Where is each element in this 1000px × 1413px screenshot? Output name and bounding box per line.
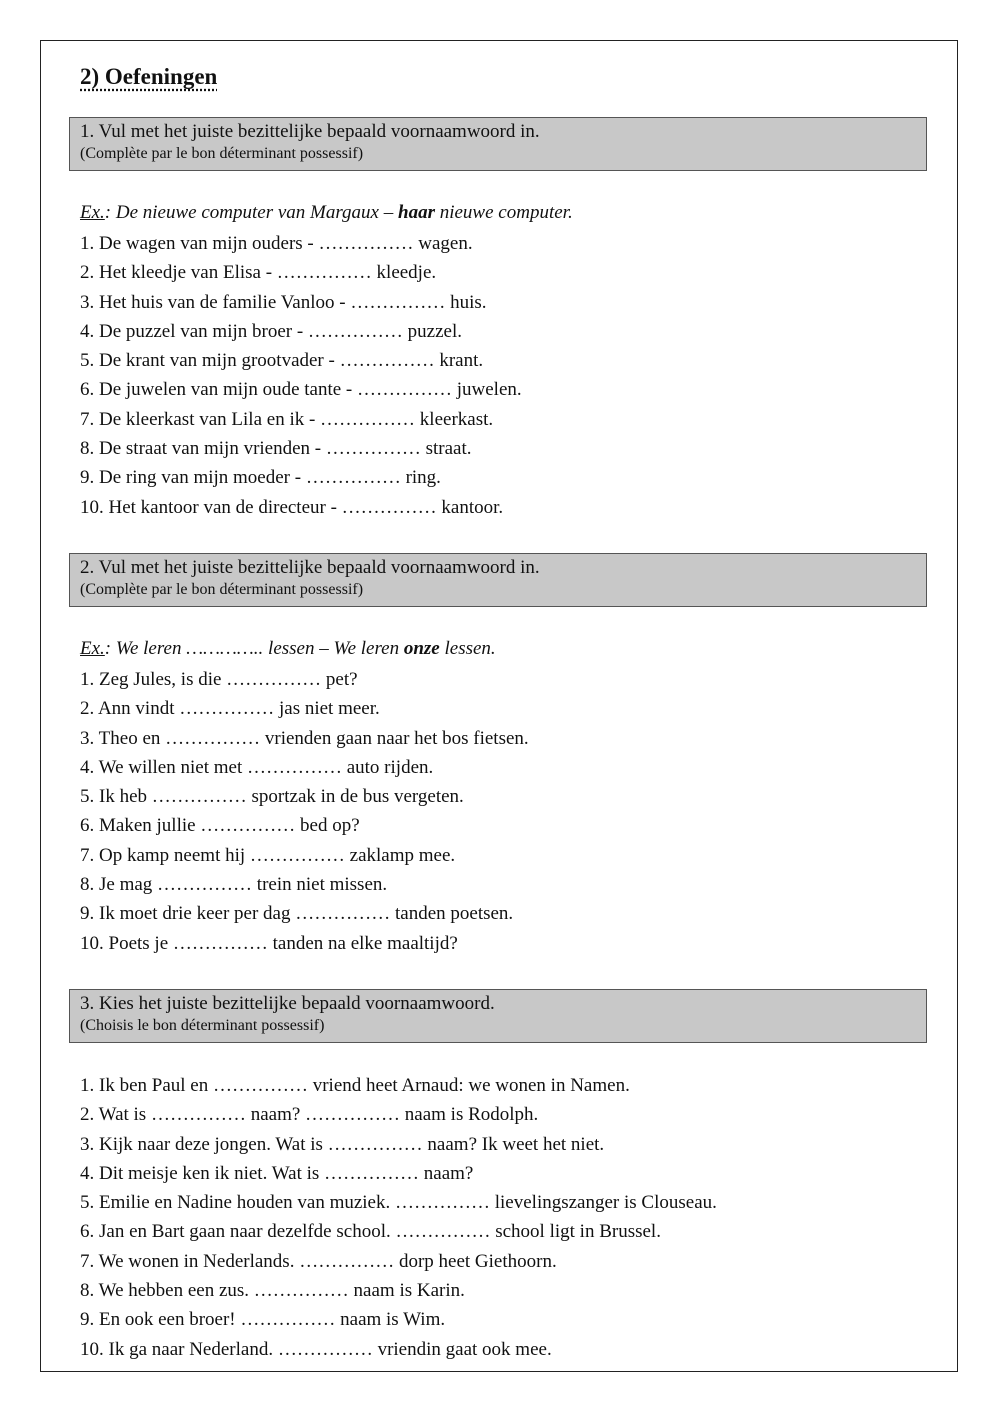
exercise-item: 9. Ik moet drie keer per dag …………… tanden poetsen. bbox=[80, 903, 514, 925]
section-heading: 2) Oefeningen bbox=[80, 64, 218, 89]
exercise-item: 2. Wat is …………… naam? …………… naam is Rodolph. bbox=[80, 1104, 539, 1126]
exercise-3-instruction: 3. Kies het juiste bezittelijke bepaald voornaamwoord. bbox=[80, 993, 495, 1014]
exercise-item: 1. Ik ben Paul en …………… vriend heet Arnaud: we wonen in Namen. bbox=[80, 1075, 630, 1096]
exercise-1-translation: (Complète par le bon déterminant possessif) bbox=[80, 145, 364, 162]
exercise-1-instruction-box bbox=[69, 117, 927, 171]
exercise-item: 8. Je mag …………… trein niet missen. bbox=[80, 874, 388, 896]
exercise-item: 6. Jan en Bart gaan naar dezelfde school. …………… school ligt in Brussel. bbox=[80, 1221, 661, 1243]
exercise-item: 6. Maken jullie …………… bed op? bbox=[80, 815, 360, 837]
exercise-item: 4. De puzzel van mijn broer - …………… puzzel. bbox=[80, 320, 462, 342]
exercise-2-instruction: 2. Vul met het juiste bezittelijke bepaald voornaamwoord in. bbox=[80, 557, 540, 578]
exercise-item: 5. Emilie en Nadine houden van muziek. …………… lievelingszanger is Clouseau. bbox=[80, 1192, 717, 1214]
exercise-item: 10. Het kantoor van de directeur - …………… kantoor. bbox=[80, 496, 504, 518]
exercise-item: 3. Theo en …………… vrienden gaan naar het bos fietsen. bbox=[80, 727, 529, 749]
exercise-3-instruction-box bbox=[69, 989, 927, 1043]
exercise-item: 10. Poets je …………… tanden na elke maaltijd? bbox=[80, 932, 458, 954]
exercise-item: 7. Op kamp neemt hij …………… zaklamp mee. bbox=[80, 844, 456, 866]
exercise-item: 7. De kleerkast van Lila en ik - …………… kleerkast. bbox=[80, 408, 494, 430]
exercise-item: 5. Ik heb …………… sportzak in de bus vergeten. bbox=[80, 786, 464, 808]
exercise-item: 8. We hebben een zus. …………… naam is Karin. bbox=[80, 1280, 465, 1302]
exercise-3-items bbox=[80, 1071, 717, 1364]
exercise-item: 3. Kijk naar deze jongen. Wat is …………… naam? Ik weet het niet. bbox=[80, 1133, 605, 1155]
exercise-2-instruction-box bbox=[69, 553, 927, 607]
exercise-item: 7. We wonen in Nederlands. …………… dorp heet Giethoorn. bbox=[80, 1250, 557, 1272]
exercise-item: 1. De wagen van mijn ouders - …………… wagen. bbox=[80, 233, 473, 254]
exercise-1-items bbox=[80, 229, 522, 522]
exercise-2-example: Ex.: We leren ………….. lessen – We leren onze lessen. bbox=[80, 638, 496, 659]
exercise-item: 4. We willen niet met …………… auto rijden. bbox=[80, 756, 434, 778]
exercise-2-items bbox=[80, 665, 529, 958]
exercise-item: 5. De krant van mijn grootvader - …………… krant. bbox=[80, 350, 484, 372]
exercise-3-translation: (Choisis le bon déterminant possessif) bbox=[80, 1017, 325, 1034]
exercise-item: 9. De ring van mijn moeder - …………… ring. bbox=[80, 467, 441, 489]
exercise-item: 2. Het kleedje van Elisa - …………… kleedje. bbox=[80, 262, 437, 284]
exercise-item: 1. Zeg Jules, is die …………… pet? bbox=[80, 669, 358, 690]
exercise-item: 2. Ann vindt …………… jas niet meer. bbox=[80, 698, 380, 720]
exercise-item: 8. De straat van mijn vrienden - …………… straat. bbox=[80, 438, 472, 460]
exercise-1-instruction: 1. Vul met het juiste bezittelijke bepaald voornaamwoord in. bbox=[80, 121, 540, 142]
exercise-item: 6. De juwelen van mijn oude tante - …………… juwelen. bbox=[80, 379, 522, 401]
exercise-item: 4. Dit meisje ken ik niet. Wat is …………… naam? bbox=[80, 1162, 474, 1184]
exercise-1-example: Ex.: De nieuwe computer van Margaux – haar nieuwe computer. bbox=[80, 202, 573, 223]
exercise-item: 10. Ik ga naar Nederland. …………… vriendin gaat ook mee. bbox=[80, 1338, 552, 1360]
exercise-2-translation: (Complète par le bon déterminant possessif) bbox=[80, 581, 364, 598]
exercise-item: 3. Het huis van de familie Vanloo - …………… huis. bbox=[80, 291, 487, 313]
exercise-item: 9. En ook een broer! …………… naam is Wim. bbox=[80, 1309, 446, 1331]
